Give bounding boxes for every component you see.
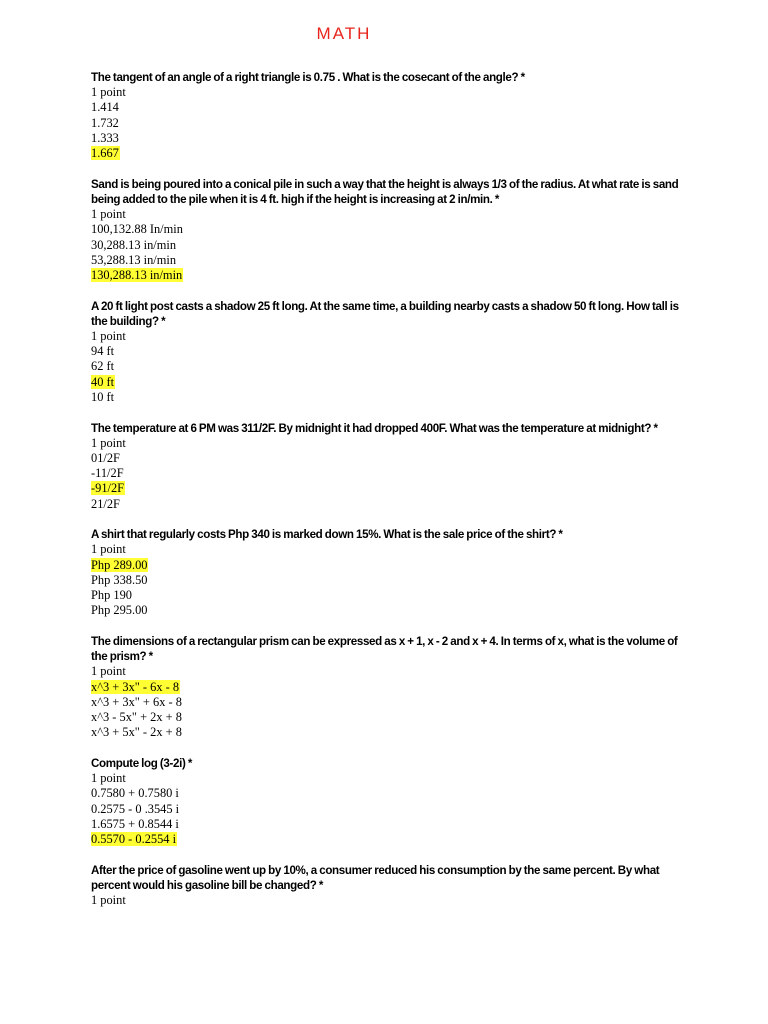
answer-options xyxy=(91,344,691,405)
answer-option: -11/2F xyxy=(91,466,124,481)
question-points: 1 point xyxy=(91,435,126,450)
answer-options xyxy=(91,680,691,741)
answer-option: 53,288.13 in/min xyxy=(91,252,177,267)
answer-option-highlighted: 0.5570 - 0.2554 i xyxy=(91,831,177,846)
answer-option: 62 ft xyxy=(91,359,115,374)
answer-option-highlighted: 40 ft xyxy=(91,374,115,389)
answer-option-highlighted: Php 289.00 xyxy=(91,557,148,572)
question-text: After the price of gasoline went up by 10%, a consumer reduced his consumption by the same percent. By what percent would his gasoline bill be changed? * xyxy=(91,863,660,892)
answer-option: 0.2575 - 0 .3545 i xyxy=(91,801,180,816)
question-text: A 20 ft light post casts a shadow 25 ft long. At the same time, a building nearby casts a shadow 50 ft long. How tall is the building? * xyxy=(91,299,679,328)
answer-option: 30,288.13 in/min xyxy=(91,237,177,252)
question-6 xyxy=(91,634,691,740)
answer-option: 0.7580 + 0.7580 i xyxy=(91,786,179,801)
answer-option: 1.6575 + 0.8544 i xyxy=(91,816,179,831)
answer-option: Php 295.00 xyxy=(91,603,148,618)
answer-options xyxy=(91,451,691,512)
answer-options xyxy=(91,786,691,847)
answer-option: 94 ft xyxy=(91,344,115,359)
answer-option: 1.333 xyxy=(91,130,119,145)
question-points: 1 point xyxy=(91,771,126,786)
answer-option: 21/2F xyxy=(91,496,120,511)
question-2 xyxy=(91,177,691,283)
answer-option: x^3 + 3x" + 6x - 8 xyxy=(91,694,182,709)
question-points: 1 point xyxy=(91,329,126,344)
question-3 xyxy=(91,299,691,405)
question-points: 1 point xyxy=(91,207,126,222)
answer-option-highlighted: x^3 + 3x" - 6x - 8 xyxy=(91,679,180,694)
answer-option: x^3 + 5x" - 2x + 8 xyxy=(91,725,182,740)
question-5 xyxy=(91,527,691,618)
answer-options xyxy=(91,222,691,283)
answer-option: 1.732 xyxy=(91,115,119,130)
question-points: 1 point xyxy=(91,542,126,557)
answer-option: x^3 - 5x" + 2x + 8 xyxy=(91,710,182,725)
question-points: 1 point xyxy=(91,893,126,908)
question-text: The temperature at 6 PM was 311/2F. By midnight it had dropped 400F. What was the temperature at midnight? * xyxy=(91,421,658,435)
question-text: Sand is being poured into a conical pile in such a way that the height is always 1/3 of the radius. At what rate is sand being added to the pile when it is 4 ft. high if the height is increasing at 2 in/min. * xyxy=(91,177,679,206)
answer-option-highlighted: 130,288.13 in/min xyxy=(91,267,183,282)
question-7 xyxy=(91,756,691,847)
answer-option: Php 190 xyxy=(91,588,132,603)
answer-option: 1.414 xyxy=(91,100,119,115)
question-list xyxy=(91,70,691,924)
question-points: 1 point xyxy=(91,85,126,100)
page-title: MATH xyxy=(316,24,372,43)
question-1 xyxy=(91,70,691,161)
answer-option: 10 ft xyxy=(91,389,115,404)
question-text: The dimensions of a rectangular prism can be expressed as x + 1, x - 2 and x + 4. In terms of x, what is the volume of the prism? * xyxy=(91,635,678,664)
question-4 xyxy=(91,421,691,512)
answer-options xyxy=(91,558,691,619)
question-8 xyxy=(91,863,691,909)
question-points: 1 point xyxy=(91,664,126,679)
answer-option: 01/2F xyxy=(91,450,120,465)
answer-option-highlighted: 1.667 xyxy=(91,146,119,161)
answer-option: 100,132.88 In/min xyxy=(91,222,183,237)
question-text: Compute log (3-2i) * xyxy=(91,756,192,770)
answer-option: Php 338.50 xyxy=(91,572,148,587)
answer-options xyxy=(91,100,691,161)
question-text: A shirt that regularly costs Php 340 is marked down 15%. What is the sale price of the shirt? * xyxy=(91,528,563,542)
answer-option-highlighted: -91/2F xyxy=(91,481,125,496)
question-text: The tangent of an angle of a right triangle is 0.75 . What is the cosecant of the angle? * xyxy=(91,71,525,84)
